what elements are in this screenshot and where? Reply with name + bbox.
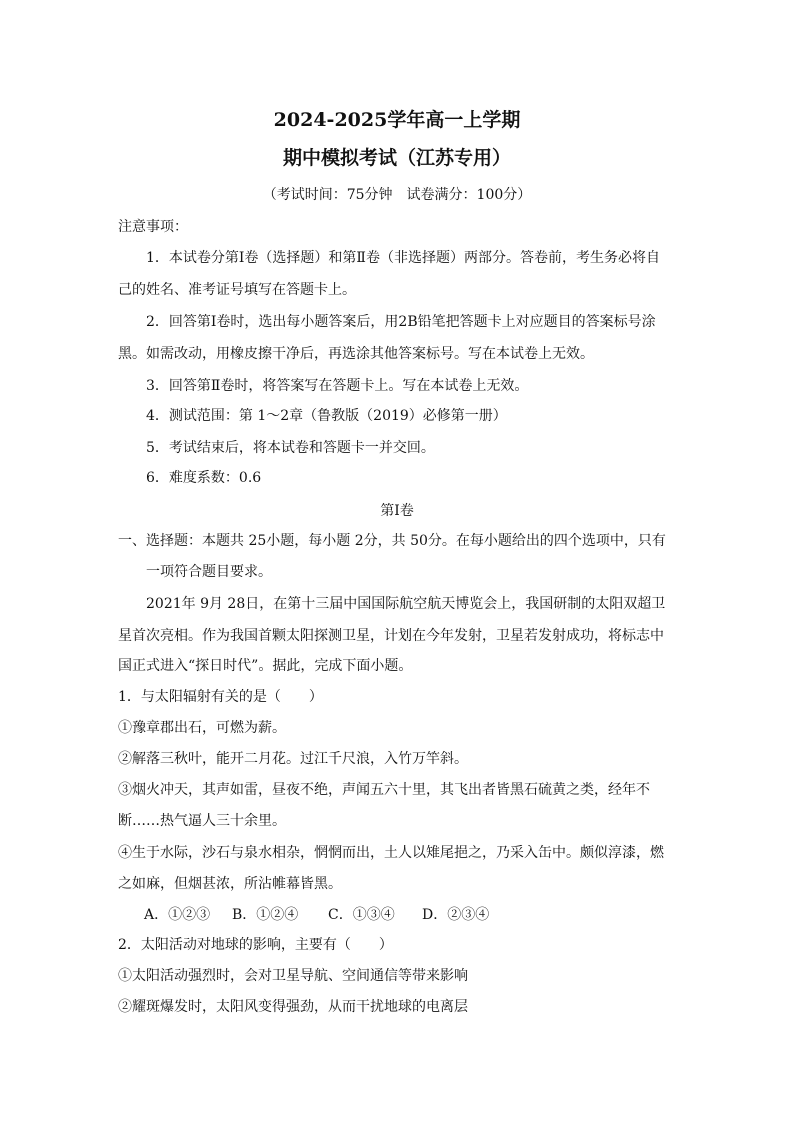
note-1-line2: 己的姓名、准考证号填写在答题卡上。 — [118, 282, 356, 298]
q2-statement-1: ①太阳活动强烈时，会对卫星导航、空间通信等带来影响 — [118, 968, 468, 984]
note-5: 5．考试结束后，将本试卷和答题卡一并交回。 — [146, 440, 435, 456]
q1-statement-4-line2: 之如麻，但烟甚浓，所沾帷幕皆黑。 — [118, 876, 342, 892]
section-instruction-line2: 一项符合题目要求。 — [146, 564, 272, 580]
q1-statement-3-line1: ③烟火冲天，其声如雷，昼夜不绝，声闻五六十里，其飞出者皆黑石硫黄之类，经年不 — [118, 782, 650, 798]
exam-info: （考试时间：75分钟 试卷满分：100分） — [262, 187, 532, 203]
note-4: 4．测试范围：第 1～2章（鲁教版（2019）必修第一册） — [146, 408, 507, 424]
note-2-line2: 黑。如需改动，用橡皮擦干净后，再选涂其他答案标号。写在本试卷上无效。 — [118, 346, 594, 362]
q1-statement-1: ①豫章郡出石，可燃为薪。 — [118, 720, 286, 736]
note-1-line1: 1．本试卷分第Ⅰ卷（选择题）和第Ⅱ卷（非选择题）两部分。答卷前，考生务必将自 — [146, 250, 660, 266]
section-instruction-line1: 一、选择题：本题共 25小题，每小题 2分，共 50分。在每小题给出的四个选项中，只有 — [118, 533, 666, 549]
q1-statement-4-line1: ④生于水际，沙石与泉水相杂，惘惘而出，土人以雉尾挹之，乃采入缶中。颇似淳漆，燃 — [118, 845, 664, 861]
passage-line1: 2021年 9月 28日，在第十三届中国国际航空航天博览会上，我国研制的太阳双超卫 — [146, 596, 666, 612]
note-2-line1: 2．回答第Ⅰ卷时，选出每小题答案后，用2B铅笔把答题卡上对应题目的答案标号涂 — [146, 314, 656, 330]
question-2-stem: 2．太阳活动对地球的影响，主要有（ ） — [118, 937, 393, 953]
note-3: 3．回答第Ⅱ卷时，将答案写在答题卡上。写在本试卷上无效。 — [146, 378, 529, 394]
q1-option-c: C．①③④ — [328, 907, 395, 923]
q1-statement-3-line2: 断……热气逼人三十余里。 — [118, 813, 286, 829]
passage-line3: 国正式进入“探日时代”。据此，完成下面小题。 — [118, 658, 413, 674]
exam-title-line1: 2024-2025学年高一上学期 — [273, 109, 521, 131]
question-1-stem: 1．与太阳辐射有关的是（ ） — [118, 689, 323, 705]
q2-statement-2: ②耀斑爆发时，太阳风变得强劲，从而干扰地球的电离层 — [118, 999, 468, 1015]
q1-statement-2: ②解落三秋叶，能开二月花。过江千尺浪，入竹万竿斜。 — [118, 751, 468, 767]
notes-heading: 注意事项： — [118, 219, 188, 235]
q1-option-b: B．①②④ — [232, 907, 299, 923]
passage-line2: 星首次亮相。作为我国首颗太阳探测卫星，计划在今年发射，卫星若发射成功，将标志中 — [118, 628, 664, 644]
note-6: 6．难度系数：0.6 — [146, 470, 262, 486]
q1-option-a: A．①②③ — [144, 907, 211, 923]
section-title: 第Ⅰ卷 — [380, 503, 414, 519]
exam-title-line2: 期中模拟考试（江苏专用） — [282, 147, 511, 169]
q1-option-d: D．②③④ — [422, 907, 490, 923]
